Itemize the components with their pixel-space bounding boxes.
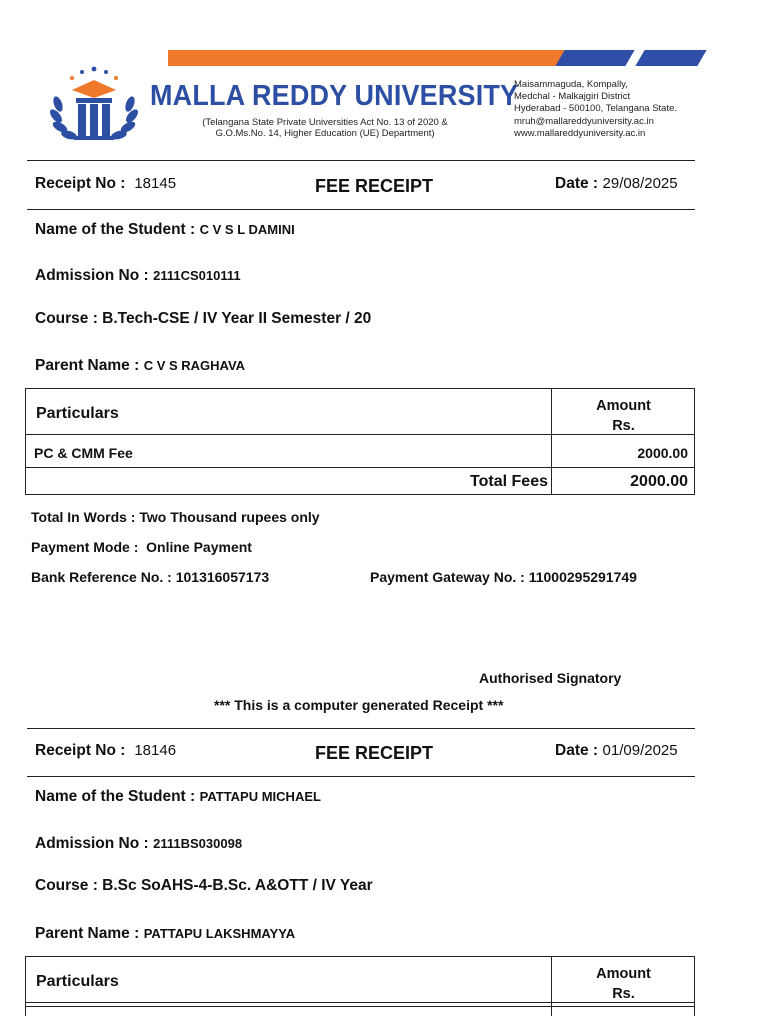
- total-fees-amount: 2000.00: [630, 473, 688, 490]
- column-header-particulars: Particulars: [36, 405, 119, 422]
- table-row-divider: [26, 1002, 694, 1003]
- receipt-date: Date : 01/09/2025: [555, 742, 678, 759]
- computer-generated-note: *** This is a computer generated Receipt ***: [214, 697, 504, 713]
- table-column-divider: [551, 957, 552, 1016]
- receipt-title: FEE RECEIPT: [315, 176, 434, 196]
- divider: [27, 728, 695, 729]
- receipt-title: FEE RECEIPT: [315, 743, 434, 763]
- header-orange-band: [168, 50, 568, 66]
- table-column-divider: [551, 389, 552, 494]
- divider: [27, 209, 695, 210]
- receipt-number: Receipt No : 18146: [35, 742, 177, 759]
- parent-name: Parent Name : C V S RAGHAVA: [35, 357, 246, 374]
- payment-mode: Payment Mode : Online Payment: [31, 539, 252, 555]
- header-blue-stripe: [635, 50, 706, 66]
- university-name: MALLA REDDY UNIVERSITY: [150, 80, 519, 112]
- authorised-signatory: Authorised Signatory: [479, 670, 622, 686]
- table-row-divider: [26, 1006, 694, 1007]
- university-subtitle: (Telangana State Private Universities Act No. 13 of 2020 & G.O.Ms.No. 14, Higher Education (UE) Department): [202, 117, 448, 139]
- total-fees-label: Total Fees: [470, 473, 548, 490]
- admission-number: Admission No : 2111BS030098: [35, 835, 243, 852]
- university-address: Maisammaguda, Kompally, Medchal - Malkajgiri District Hyderabad - 500100, Telangana State. mruh@mallareddyuniversity.ac.in www.mallareddyuniversity.ac.in: [514, 79, 678, 139]
- payment-gateway: Payment Gateway No. : 11000295291749: [370, 569, 637, 585]
- table-row-divider: [26, 434, 694, 435]
- bank-reference: Bank Reference No. : 101316057173: [31, 569, 270, 585]
- student-name: Name of the Student : PATTAPU MICHAEL: [35, 788, 321, 805]
- fee-table: [25, 388, 695, 495]
- fee-item-name: PC & CMM Fee: [34, 445, 133, 461]
- receipt-number: Receipt No : 18145: [35, 175, 177, 192]
- student-name: Name of the Student : C V S L DAMINI: [35, 221, 295, 238]
- university-crest-icon: [44, 64, 144, 146]
- header-blue-stripe: [555, 50, 634, 66]
- receipt-date: Date : 29/08/2025: [555, 175, 678, 192]
- parent-name: Parent Name : PATTAPU LAKSHMAYYA: [35, 925, 296, 942]
- table-row-divider: [26, 467, 694, 468]
- total-in-words: Total In Words : Two Thousand rupees only: [31, 509, 320, 525]
- admission-number: Admission No : 2111CS010111: [35, 267, 241, 284]
- course: Course : B.Tech-CSE / IV Year II Semester / 20: [35, 310, 372, 327]
- fee-table: [25, 956, 695, 1016]
- column-header-amount: Amount Rs.: [596, 966, 651, 1002]
- divider: [27, 160, 695, 161]
- column-header-amount: Amount Rs.: [596, 398, 651, 434]
- divider: [27, 776, 695, 777]
- fee-item-amount: 2000.00: [637, 445, 688, 461]
- course: Course : B.Sc SoAHS-4-B.Sc. A&OTT / IV Year: [35, 877, 373, 894]
- column-header-particulars: Particulars: [36, 973, 119, 990]
